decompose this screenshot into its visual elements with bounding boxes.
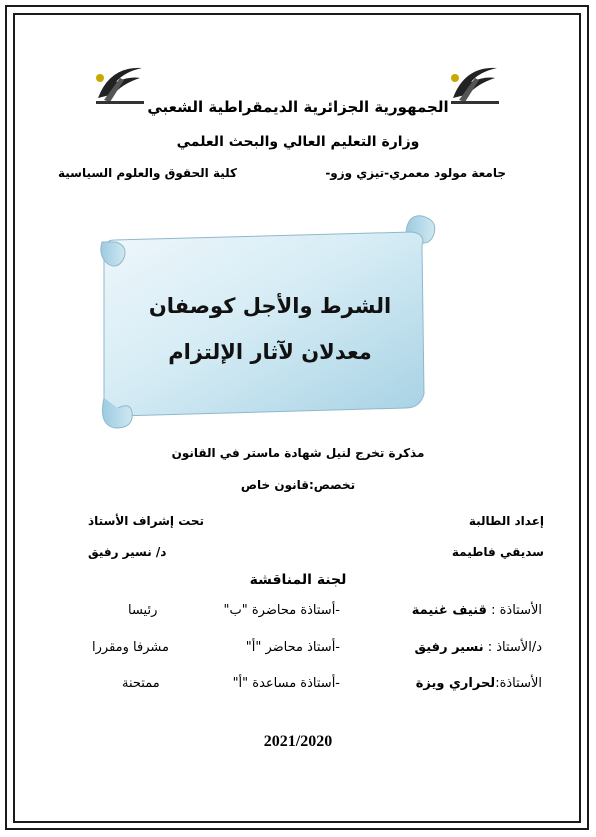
member-prefix: د/الأستاذ : (483, 640, 542, 655)
committee-member-rank: -أستاذة مساعدة "أ" (232, 676, 340, 691)
title-scroll-banner (96, 212, 444, 434)
republic-heading: الجمهورية الجزائرية الديمقراطية الشعبي (147, 98, 449, 116)
member-name: قنيف غنيمة (411, 603, 487, 618)
supervisor-name: د/ نسير رفيق (88, 545, 167, 559)
member-name: لحراري ويزة (415, 676, 496, 691)
committee-member-rank: -أستاذ محاضر "أ" (245, 640, 340, 655)
committee-member-role: ممتحنة (122, 676, 160, 691)
thesis-title-line1: الشرط والأجل كوصفان (148, 294, 392, 318)
committee-member-role: مشرفا ومقررا (92, 640, 169, 655)
student-name: سديقي فاطيمة (451, 545, 544, 559)
faculty-name: كلية الحقوق والعلوم السياسية (58, 166, 238, 180)
member-prefix: الأستاذة : (486, 603, 542, 618)
academic-year: 2021/2020 (263, 733, 333, 750)
member-prefix: الأستاذة: (495, 676, 542, 691)
prepared-by-label: إعداد الطالبة (468, 514, 544, 528)
degree-line: مذكرة تخرج لنيل شهادة ماستر في القانون (171, 446, 425, 460)
committee-heading: لجنة المناقشة (249, 572, 347, 588)
committee-member-name (415, 640, 542, 655)
committee-member-role: رئيسا (128, 603, 158, 618)
member-name: نسير رفيق (414, 640, 484, 655)
committee-member-rank: -أستاذة محاضرة "ب" (223, 603, 340, 618)
specialty-line: تخصص:قانون خاص (240, 478, 356, 492)
supervisor-label: تحت إشراف الأستاذ (88, 514, 205, 528)
thesis-title-line2: معدلان لآثار الإلتزام (168, 340, 372, 364)
university-name: جامعة مولود معمري-تيزي وزو- (325, 166, 506, 180)
committee-member-name (412, 603, 542, 618)
ministry-heading: وزارة التعليم العالي والبحث العلمي (176, 134, 420, 150)
committee-member-name (416, 676, 542, 691)
